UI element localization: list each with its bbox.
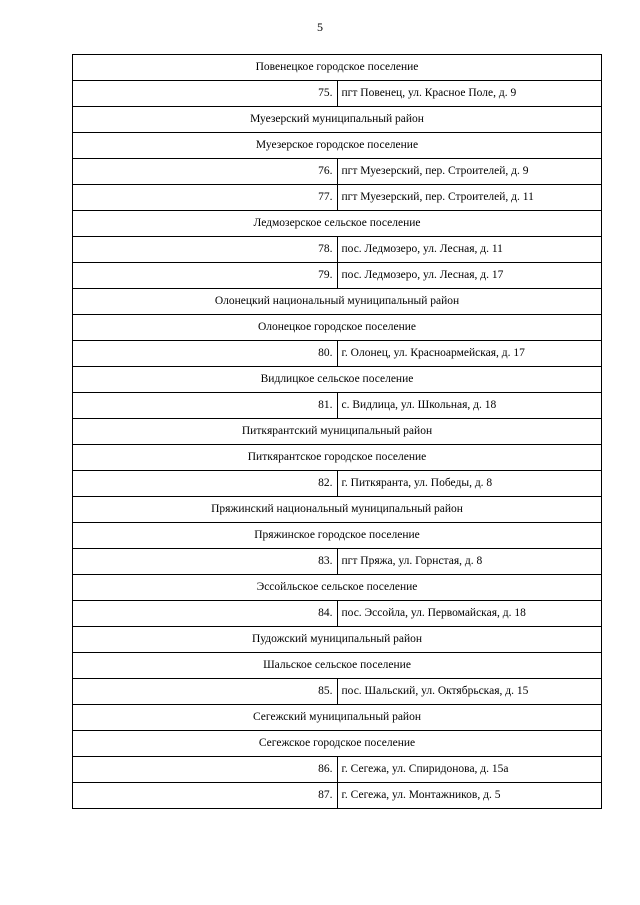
section-header: Муезерское городское поселение	[73, 133, 602, 159]
section-header: Олонецкий национальный муниципальный район	[73, 289, 602, 315]
section-header-row	[73, 133, 602, 159]
section-header: Эссойльское сельское поселение	[73, 575, 602, 601]
row-number: 85.	[73, 679, 338, 705]
row-number: 79.	[73, 263, 338, 289]
table-row	[73, 549, 602, 575]
row-number: 75.	[73, 81, 338, 107]
row-number: 83.	[73, 549, 338, 575]
section-header-row	[73, 653, 602, 679]
address-cell: г. Сегежа, ул. Спиридонова, д. 15а	[337, 757, 602, 783]
address-cell: пос. Эссойла, ул. Первомайская, д. 18	[337, 601, 602, 627]
row-number: 86.	[73, 757, 338, 783]
table-row	[73, 341, 602, 367]
table-row	[73, 757, 602, 783]
section-header-row	[73, 107, 602, 133]
section-header: Пряжинский национальный муниципальный район	[73, 497, 602, 523]
row-number: 84.	[73, 601, 338, 627]
address-cell: г. Сегежа, ул. Монтажников, д. 5	[337, 783, 602, 809]
section-header-row	[73, 367, 602, 393]
row-number: 87.	[73, 783, 338, 809]
section-header: Питкярантский муниципальный район	[73, 419, 602, 445]
section-header: Сегежский муниципальный район	[73, 705, 602, 731]
address-cell: пос. Ледмозеро, ул. Лесная, д. 11	[337, 237, 602, 263]
section-header: Пудожский муниципальный район	[73, 627, 602, 653]
address-cell: г. Питкяранта, ул. Победы, д. 8	[337, 471, 602, 497]
section-header-row	[73, 523, 602, 549]
address-cell: г. Олонец, ул. Красноармейская, д. 17	[337, 341, 602, 367]
table-row	[73, 159, 602, 185]
section-header: Ледмозерское сельское поселение	[73, 211, 602, 237]
table-row	[73, 471, 602, 497]
address-cell: пос. Ледмозеро, ул. Лесная, д. 17	[337, 263, 602, 289]
row-number: 81.	[73, 393, 338, 419]
section-header: Муезерский муниципальный район	[73, 107, 602, 133]
table-row	[73, 679, 602, 705]
table-row	[73, 601, 602, 627]
address-table-body	[73, 55, 602, 809]
section-header-row	[73, 705, 602, 731]
page-number: 5	[317, 20, 323, 34]
section-header-row	[73, 445, 602, 471]
section-header-row	[73, 289, 602, 315]
section-header: Сегежское городское поселение	[73, 731, 602, 757]
row-number: 76.	[73, 159, 338, 185]
section-header-row	[73, 211, 602, 237]
row-number: 82.	[73, 471, 338, 497]
section-header-row	[73, 419, 602, 445]
address-cell: с. Видлица, ул. Школьная, д. 18	[337, 393, 602, 419]
section-header: Шальское сельское поселение	[73, 653, 602, 679]
section-header-row	[73, 731, 602, 757]
table-row	[73, 81, 602, 107]
address-table	[72, 54, 602, 809]
section-header-row	[73, 497, 602, 523]
address-cell: пос. Шальский, ул. Октябрьская, д. 15	[337, 679, 602, 705]
table-row	[73, 263, 602, 289]
section-header: Олонецкое городское поселение	[73, 315, 602, 341]
address-cell: пгт Повенец, ул. Красное Поле, д. 9	[337, 81, 602, 107]
table-row	[73, 237, 602, 263]
row-number: 78.	[73, 237, 338, 263]
section-header-row	[73, 575, 602, 601]
section-header: Питкярантское городское поселение	[73, 445, 602, 471]
section-header-row	[73, 627, 602, 653]
table-row	[73, 783, 602, 809]
section-header: Видлицкое сельское поселение	[73, 367, 602, 393]
section-header-row	[73, 55, 602, 81]
row-number: 80.	[73, 341, 338, 367]
address-cell: пгт Пряжа, ул. Горнстая, д. 8	[337, 549, 602, 575]
section-header: Повенецкое городское поселение	[73, 55, 602, 81]
address-cell: пгт Муезерский, пер. Строителей, д. 11	[337, 185, 602, 211]
table-row	[73, 393, 602, 419]
section-header-row	[73, 315, 602, 341]
address-cell: пгт Муезерский, пер. Строителей, д. 9	[337, 159, 602, 185]
section-header: Пряжинское городское поселение	[73, 523, 602, 549]
row-number: 77.	[73, 185, 338, 211]
table-row	[73, 185, 602, 211]
